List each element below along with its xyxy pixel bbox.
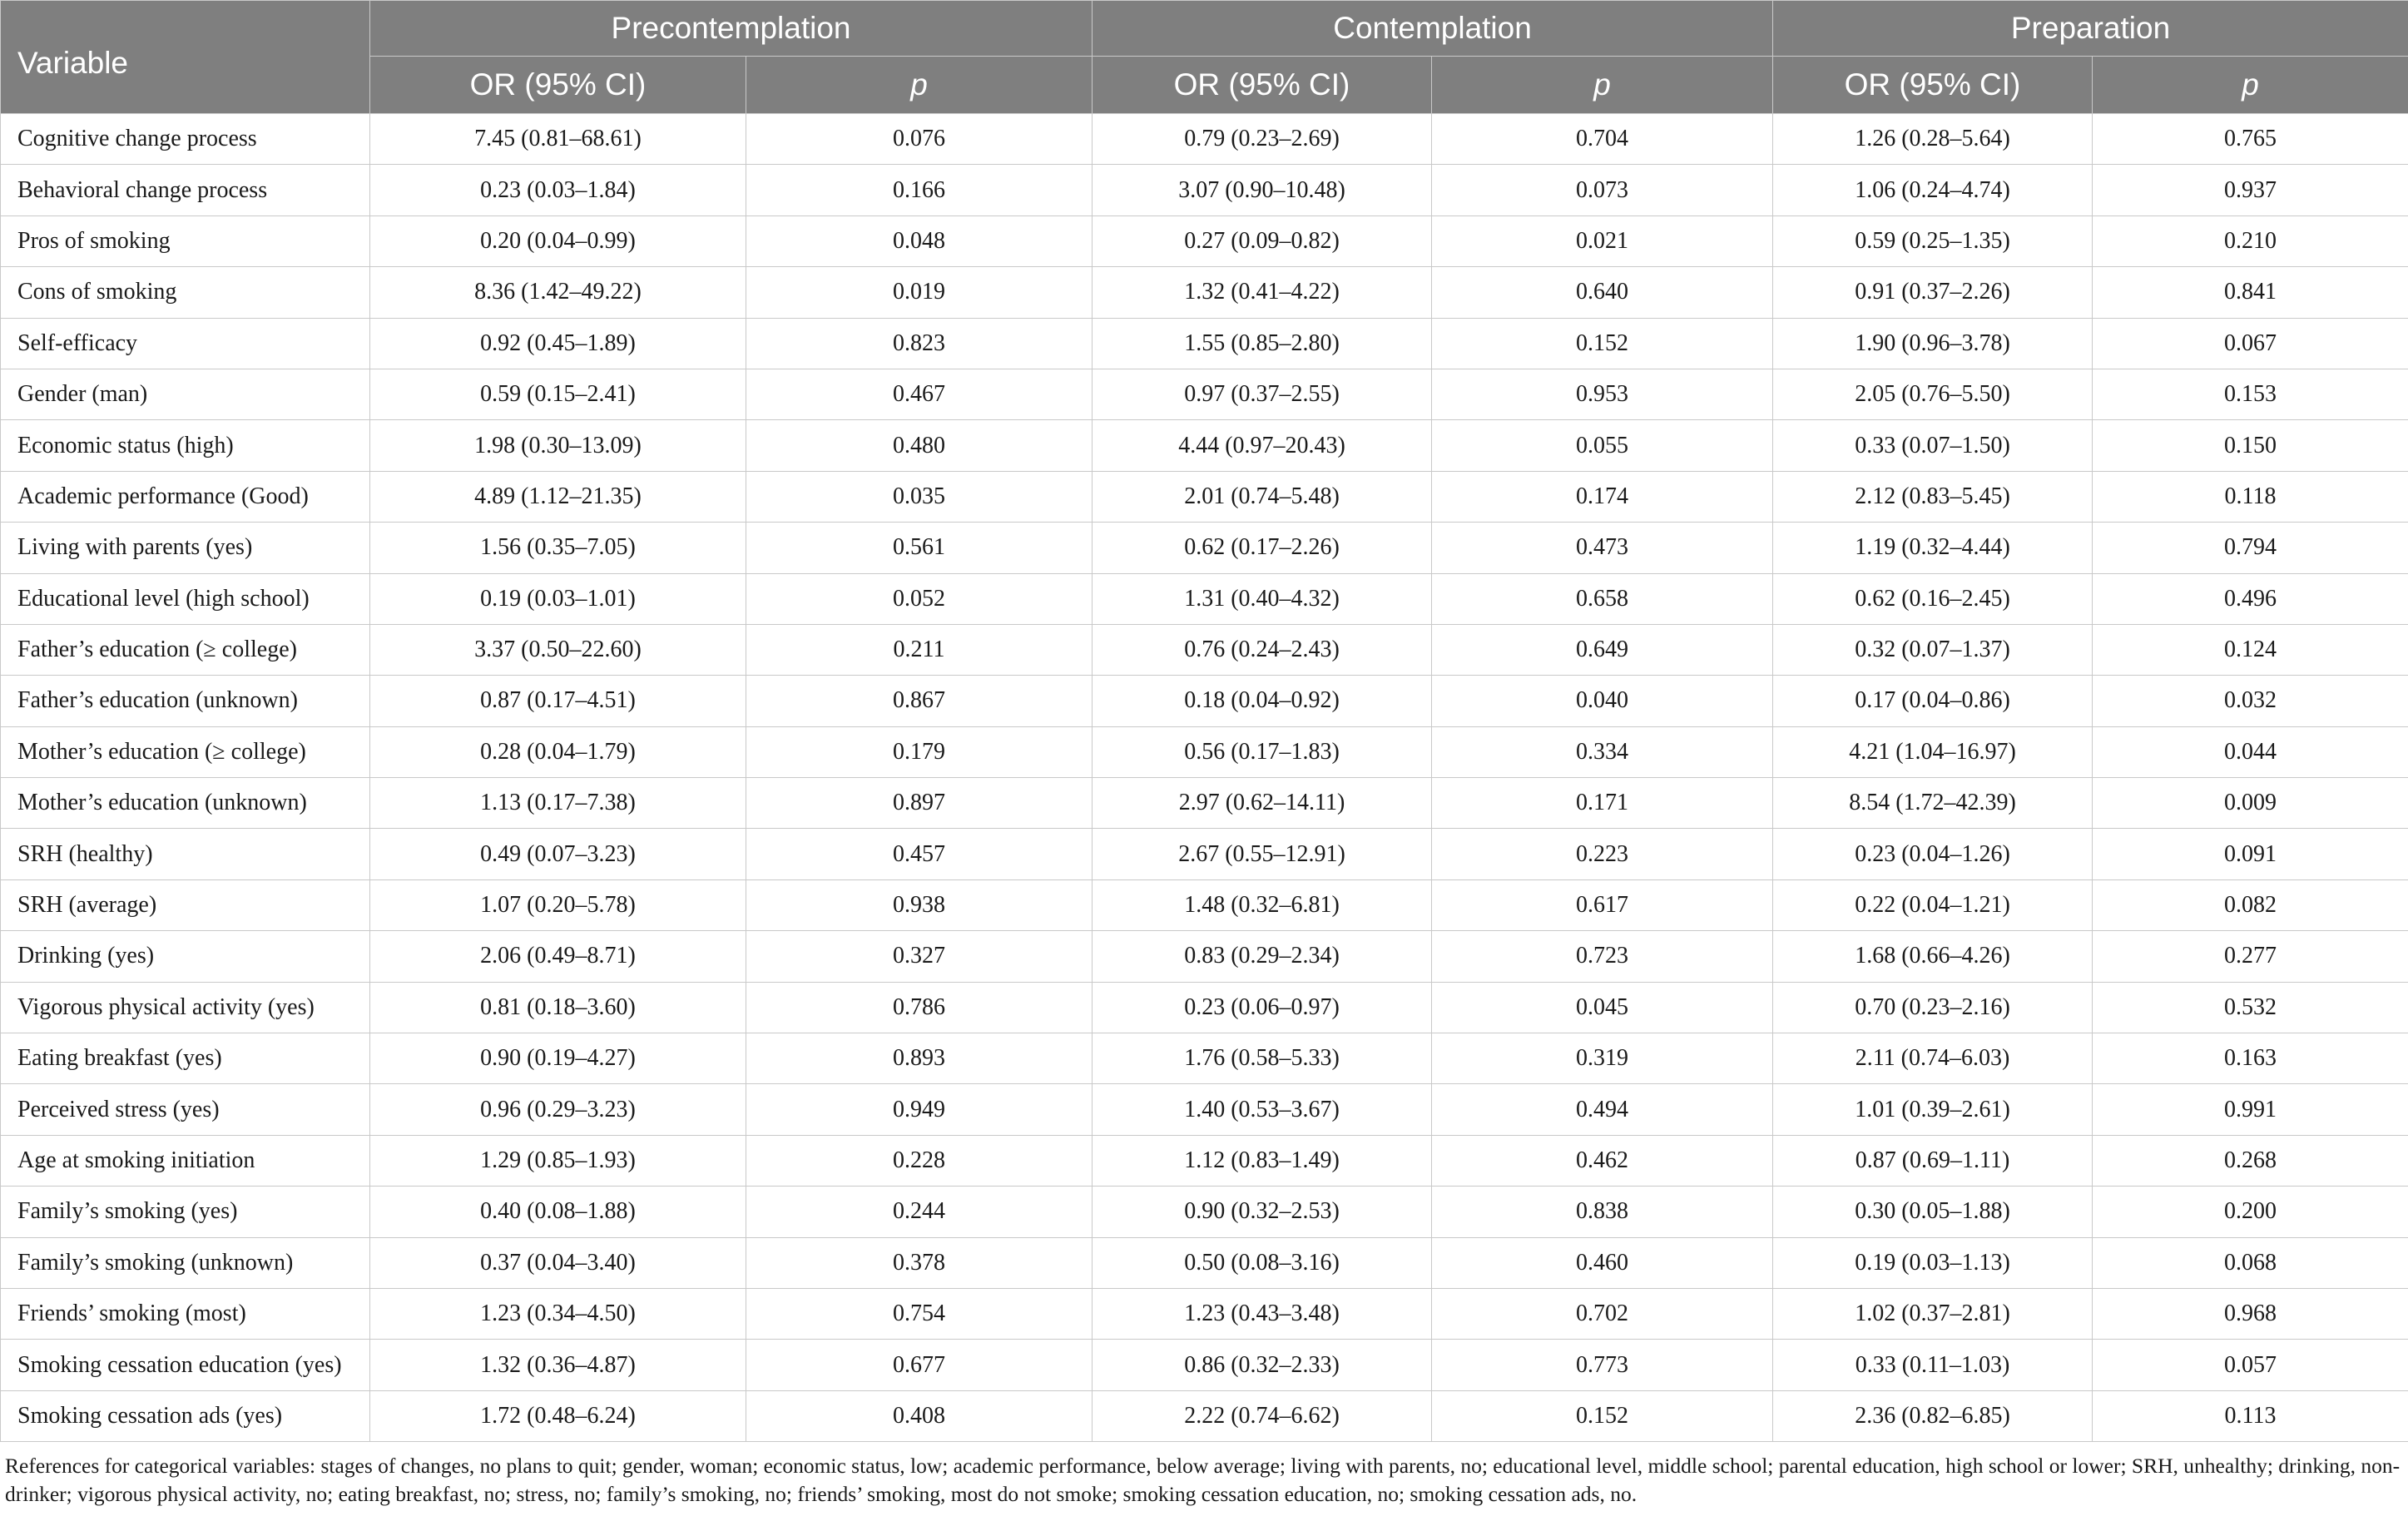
preparation-group-header: Preparation	[1773, 1, 2408, 57]
contemplation-p-cell: 0.334	[1432, 726, 1773, 777]
contemplation-or-cell: 0.83 (0.29–2.34)	[1093, 931, 1432, 982]
variable-cell: Gender (man)	[1, 369, 370, 419]
variable-cell: Living with parents (yes)	[1, 523, 370, 573]
precontemplation-or-cell: 1.29 (0.85–1.93)	[370, 1135, 746, 1186]
contemplation-or-cell: 1.23 (0.43–3.48)	[1093, 1288, 1432, 1339]
preparation-or-cell: 0.22 (0.04–1.21)	[1773, 879, 2093, 930]
contemplation-or-cell: 4.44 (0.97–20.43)	[1093, 420, 1432, 471]
precontemplation-or-cell: 4.89 (1.12–21.35)	[370, 471, 746, 522]
precontemplation-p-cell: 0.897	[746, 778, 1093, 829]
variable-cell: Perceived stress (yes)	[1, 1084, 370, 1135]
preparation-or-cell: 0.87 (0.69–1.11)	[1773, 1135, 2093, 1186]
contemplation-p-cell: 0.462	[1432, 1135, 1773, 1186]
contemplation-p-cell: 0.473	[1432, 523, 1773, 573]
contemplation-or-cell: 0.18 (0.04–0.92)	[1093, 676, 1432, 726]
preparation-or-cell: 0.33 (0.11–1.03)	[1773, 1340, 2093, 1390]
preparation-or-cell: 1.06 (0.24–4.74)	[1773, 165, 2093, 216]
preparation-p-header: p	[2093, 57, 2408, 114]
preparation-p-cell: 0.153	[2093, 369, 2408, 419]
precontemplation-or-cell: 0.23 (0.03–1.84)	[370, 165, 746, 216]
table-row	[1, 1187, 2408, 1237]
table-row	[1, 1340, 2408, 1390]
variable-cell: Age at smoking initiation	[1, 1135, 370, 1186]
preparation-p-cell: 0.118	[2093, 471, 2408, 522]
precontemplation-p-cell: 0.867	[746, 676, 1093, 726]
preparation-p-cell: 0.532	[2093, 982, 2408, 1033]
preparation-or-cell: 0.33 (0.07–1.50)	[1773, 420, 2093, 471]
contemplation-or-cell: 0.90 (0.32–2.53)	[1093, 1187, 1432, 1237]
preparation-or-cell: 0.17 (0.04–0.86)	[1773, 676, 2093, 726]
variable-cell: Educational level (high school)	[1, 573, 370, 624]
contemplation-p-cell: 0.040	[1432, 676, 1773, 726]
contemplation-p-cell: 0.021	[1432, 216, 1773, 266]
precontemplation-p-cell: 0.035	[746, 471, 1093, 522]
contemplation-p-cell: 0.045	[1432, 982, 1773, 1033]
contemplation-p-cell: 0.838	[1432, 1187, 1773, 1237]
preparation-or-header: OR (95% CI)	[1773, 57, 2093, 114]
contemplation-or-cell: 1.31 (0.40–4.32)	[1093, 573, 1432, 624]
precontemplation-or-cell: 3.37 (0.50–22.60)	[370, 624, 746, 675]
table-row	[1, 1390, 2408, 1441]
variable-cell: Academic performance (Good)	[1, 471, 370, 522]
precontemplation-or-cell: 0.90 (0.19–4.27)	[370, 1033, 746, 1084]
table-row	[1, 523, 2408, 573]
precontemplation-p-header: p	[746, 57, 1093, 114]
precontemplation-p-cell: 0.457	[746, 829, 1093, 879]
variable-cell: Mother’s education (unknown)	[1, 778, 370, 829]
contemplation-or-cell: 0.23 (0.06–0.97)	[1093, 982, 1432, 1033]
precontemplation-p-cell: 0.480	[746, 420, 1093, 471]
precontemplation-p-cell: 0.754	[746, 1288, 1093, 1339]
precontemplation-or-cell: 1.23 (0.34–4.50)	[370, 1288, 746, 1339]
preparation-p-cell: 0.067	[2093, 318, 2408, 369]
precontemplation-p-cell: 0.786	[746, 982, 1093, 1033]
preparation-p-cell: 0.765	[2093, 114, 2408, 165]
variable-cell: Smoking cessation ads (yes)	[1, 1390, 370, 1441]
precontemplation-p-cell: 0.467	[746, 369, 1093, 419]
preparation-p-cell: 0.032	[2093, 676, 2408, 726]
preparation-or-cell: 0.59 (0.25–1.35)	[1773, 216, 2093, 266]
precontemplation-p-cell: 0.408	[746, 1390, 1093, 1441]
contemplation-group-header: Contemplation	[1093, 1, 1773, 57]
preparation-p-cell: 0.496	[2093, 573, 2408, 624]
variable-cell: Self-efficacy	[1, 318, 370, 369]
precontemplation-p-cell: 0.019	[746, 267, 1093, 318]
precontemplation-p-cell: 0.179	[746, 726, 1093, 777]
preparation-or-cell: 0.91 (0.37–2.26)	[1773, 267, 2093, 318]
preparation-p-cell: 0.113	[2093, 1390, 2408, 1441]
preparation-or-cell: 0.70 (0.23–2.16)	[1773, 982, 2093, 1033]
precontemplation-p-cell: 0.244	[746, 1187, 1093, 1237]
table-row	[1, 1288, 2408, 1339]
precontemplation-or-cell: 0.37 (0.04–3.40)	[370, 1237, 746, 1288]
preparation-or-cell: 2.11 (0.74–6.03)	[1773, 1033, 2093, 1084]
table-row	[1, 1135, 2408, 1186]
precontemplation-p-cell: 0.949	[746, 1084, 1093, 1135]
variable-cell: Cognitive change process	[1, 114, 370, 165]
precontemplation-or-cell: 8.36 (1.42–49.22)	[370, 267, 746, 318]
table-row	[1, 982, 2408, 1033]
variable-cell: Friends’ smoking (most)	[1, 1288, 370, 1339]
contemplation-p-cell: 0.773	[1432, 1340, 1773, 1390]
precontemplation-p-cell: 0.938	[746, 879, 1093, 930]
precontemplation-or-cell: 0.96 (0.29–3.23)	[370, 1084, 746, 1135]
precontemplation-or-cell: 1.98 (0.30–13.09)	[370, 420, 746, 471]
contemplation-or-cell: 0.62 (0.17–2.26)	[1093, 523, 1432, 573]
table-row	[1, 471, 2408, 522]
table-row	[1, 420, 2408, 471]
precontemplation-or-cell: 0.92 (0.45–1.89)	[370, 318, 746, 369]
contemplation-or-cell: 0.50 (0.08–3.16)	[1093, 1237, 1432, 1288]
contemplation-or-cell: 0.79 (0.23–2.69)	[1093, 114, 1432, 165]
contemplation-p-cell: 0.319	[1432, 1033, 1773, 1084]
preparation-or-cell: 0.62 (0.16–2.45)	[1773, 573, 2093, 624]
contemplation-or-cell: 2.67 (0.55–12.91)	[1093, 829, 1432, 879]
contemplation-p-cell: 0.460	[1432, 1237, 1773, 1288]
precontemplation-or-cell: 2.06 (0.49–8.71)	[370, 931, 746, 982]
preparation-or-cell: 2.36 (0.82–6.85)	[1773, 1390, 2093, 1441]
precontemplation-p-cell: 0.228	[746, 1135, 1093, 1186]
variable-cell: SRH (healthy)	[1, 829, 370, 879]
contemplation-p-cell: 0.640	[1432, 267, 1773, 318]
contemplation-or-cell: 2.22 (0.74–6.62)	[1093, 1390, 1432, 1441]
table-row	[1, 1237, 2408, 1288]
variable-cell: Vigorous physical activity (yes)	[1, 982, 370, 1033]
preparation-p-cell: 0.991	[2093, 1084, 2408, 1135]
preparation-p-cell: 0.268	[2093, 1135, 2408, 1186]
precontemplation-or-cell: 1.07 (0.20–5.78)	[370, 879, 746, 930]
precontemplation-p-cell: 0.327	[746, 931, 1093, 982]
contemplation-p-cell: 0.073	[1432, 165, 1773, 216]
contemplation-or-cell: 1.76 (0.58–5.33)	[1093, 1033, 1432, 1084]
precontemplation-or-cell: 0.81 (0.18–3.60)	[370, 982, 746, 1033]
precontemplation-or-cell: 1.72 (0.48–6.24)	[370, 1390, 746, 1441]
contemplation-or-cell: 1.48 (0.32–6.81)	[1093, 879, 1432, 930]
precontemplation-p-cell: 0.677	[746, 1340, 1093, 1390]
preparation-or-cell: 1.68 (0.66–4.26)	[1773, 931, 2093, 982]
preparation-or-cell: 2.05 (0.76–5.50)	[1773, 369, 2093, 419]
table-row	[1, 1084, 2408, 1135]
preparation-p-cell: 0.009	[2093, 778, 2408, 829]
preparation-p-cell: 0.082	[2093, 879, 2408, 930]
precontemplation-or-cell: 0.59 (0.15–2.41)	[370, 369, 746, 419]
variable-cell: Drinking (yes)	[1, 931, 370, 982]
variable-column-header: Variable	[1, 1, 370, 114]
variable-cell: Family’s smoking (unknown)	[1, 1237, 370, 1288]
precontemplation-or-cell: 0.28 (0.04–1.79)	[370, 726, 746, 777]
contemplation-or-cell: 3.07 (0.90–10.48)	[1093, 165, 1432, 216]
table-row	[1, 778, 2408, 829]
contemplation-or-cell: 1.55 (0.85–2.80)	[1093, 318, 1432, 369]
preparation-or-cell: 2.12 (0.83–5.45)	[1773, 471, 2093, 522]
precontemplation-p-cell: 0.052	[746, 573, 1093, 624]
contemplation-p-header: p	[1432, 57, 1773, 114]
variable-cell: Economic status (high)	[1, 420, 370, 471]
preparation-or-cell: 0.32 (0.07–1.37)	[1773, 624, 2093, 675]
contemplation-p-cell: 0.953	[1432, 369, 1773, 419]
preparation-p-cell: 0.210	[2093, 216, 2408, 266]
contemplation-or-cell: 0.86 (0.32–2.33)	[1093, 1340, 1432, 1390]
preparation-or-cell: 0.30 (0.05–1.88)	[1773, 1187, 2093, 1237]
variable-cell: Pros of smoking	[1, 216, 370, 266]
contemplation-or-cell: 0.27 (0.09–0.82)	[1093, 216, 1432, 266]
preparation-or-cell: 4.21 (1.04–16.97)	[1773, 726, 2093, 777]
variable-cell: Cons of smoking	[1, 267, 370, 318]
contemplation-p-cell: 0.223	[1432, 829, 1773, 879]
table-row	[1, 318, 2408, 369]
preparation-or-cell: 0.23 (0.04–1.26)	[1773, 829, 2093, 879]
precontemplation-p-cell: 0.893	[746, 1033, 1093, 1084]
preparation-or-cell: 1.26 (0.28–5.64)	[1773, 114, 2093, 165]
table-row	[1, 114, 2408, 165]
preparation-p-cell: 0.277	[2093, 931, 2408, 982]
contemplation-p-cell: 0.174	[1432, 471, 1773, 522]
preparation-p-cell: 0.968	[2093, 1288, 2408, 1339]
precontemplation-or-cell: 0.87 (0.17–4.51)	[370, 676, 746, 726]
table-row	[1, 165, 2408, 216]
preparation-p-cell: 0.841	[2093, 267, 2408, 318]
precontemplation-p-cell: 0.561	[746, 523, 1093, 573]
contemplation-p-cell: 0.658	[1432, 573, 1773, 624]
table-row	[1, 931, 2408, 982]
contemplation-p-cell: 0.617	[1432, 879, 1773, 930]
preparation-p-cell: 0.124	[2093, 624, 2408, 675]
precontemplation-or-cell: 0.19 (0.03–1.01)	[370, 573, 746, 624]
precontemplation-or-cell: 1.56 (0.35–7.05)	[370, 523, 746, 573]
contemplation-p-cell: 0.494	[1432, 1084, 1773, 1135]
contemplation-p-cell: 0.723	[1432, 931, 1773, 982]
variable-cell: Eating breakfast (yes)	[1, 1033, 370, 1084]
precontemplation-p-cell: 0.823	[746, 318, 1093, 369]
contemplation-p-cell: 0.649	[1432, 624, 1773, 675]
table-body	[1, 114, 2408, 1442]
preparation-or-cell: 1.02 (0.37–2.81)	[1773, 1288, 2093, 1339]
preparation-p-cell: 0.200	[2093, 1187, 2408, 1237]
table-footnote: References for categorical variables: stages of changes, no plans to quit; gender, woman; economic status, low; academic performance, below average; living with parents, no; educational level, middle school; parental education, high school or lower; SRH, unhealthy; drinking, non-drinker; vigorous physical activity, no; eating breakfast, no; stress, no; family’s smoking, no; friends’ smoking, most do not smoke; smoking cessation education, no; smoking cessation ads, no.	[5, 1454, 2401, 1507]
table-row	[1, 1033, 2408, 1084]
contemplation-or-cell: 2.97 (0.62–14.11)	[1093, 778, 1432, 829]
preparation-p-cell: 0.068	[2093, 1237, 2408, 1288]
contemplation-or-cell: 2.01 (0.74–5.48)	[1093, 471, 1432, 522]
contemplation-p-cell: 0.152	[1432, 318, 1773, 369]
preparation-p-cell: 0.163	[2093, 1033, 2408, 1084]
table-row	[1, 369, 2408, 419]
precontemplation-or-cell: 1.13 (0.17–7.38)	[370, 778, 746, 829]
variable-cell: Father’s education (unknown)	[1, 676, 370, 726]
contemplation-or-header: OR (95% CI)	[1093, 57, 1432, 114]
preparation-or-cell: 0.19 (0.03–1.13)	[1773, 1237, 2093, 1288]
contemplation-p-cell: 0.055	[1432, 420, 1773, 471]
precontemplation-p-cell: 0.048	[746, 216, 1093, 266]
preparation-p-cell: 0.091	[2093, 829, 2408, 879]
table-row	[1, 829, 2408, 879]
variable-cell: Behavioral change process	[1, 165, 370, 216]
precontemplation-or-cell: 0.20 (0.04–0.99)	[370, 216, 746, 266]
contemplation-p-cell: 0.152	[1432, 1390, 1773, 1441]
precontemplation-p-cell: 0.076	[746, 114, 1093, 165]
preparation-or-cell: 1.01 (0.39–2.61)	[1773, 1084, 2093, 1135]
contemplation-or-cell: 0.76 (0.24–2.43)	[1093, 624, 1432, 675]
table-row	[1, 676, 2408, 726]
table-row	[1, 879, 2408, 930]
preparation-or-cell: 1.19 (0.32–4.44)	[1773, 523, 2093, 573]
table-row	[1, 267, 2408, 318]
preparation-p-cell: 0.937	[2093, 165, 2408, 216]
contemplation-p-cell: 0.702	[1432, 1288, 1773, 1339]
variable-cell: Family’s smoking (yes)	[1, 1187, 370, 1237]
contemplation-p-cell: 0.704	[1432, 114, 1773, 165]
table-header	[1, 1, 2408, 114]
contemplation-p-cell: 0.171	[1432, 778, 1773, 829]
table-row	[1, 726, 2408, 777]
variable-cell: Smoking cessation education (yes)	[1, 1340, 370, 1390]
preparation-p-cell: 0.794	[2093, 523, 2408, 573]
precontemplation-p-cell: 0.211	[746, 624, 1093, 675]
precontemplation-or-cell: 0.49 (0.07–3.23)	[370, 829, 746, 879]
table-row	[1, 573, 2408, 624]
precontemplation-group-header: Precontemplation	[370, 1, 1093, 57]
contemplation-or-cell: 1.12 (0.83–1.49)	[1093, 1135, 1432, 1186]
precontemplation-or-cell: 7.45 (0.81–68.61)	[370, 114, 746, 165]
precontemplation-or-cell: 0.40 (0.08–1.88)	[370, 1187, 746, 1237]
precontemplation-or-header: OR (95% CI)	[370, 57, 746, 114]
table-row	[1, 216, 2408, 266]
contemplation-or-cell: 0.56 (0.17–1.83)	[1093, 726, 1432, 777]
variable-cell: Mother’s education (≥ college)	[1, 726, 370, 777]
precontemplation-p-cell: 0.166	[746, 165, 1093, 216]
table-row	[1, 624, 2408, 675]
preparation-p-cell: 0.044	[2093, 726, 2408, 777]
contemplation-or-cell: 1.40 (0.53–3.67)	[1093, 1084, 1432, 1135]
precontemplation-or-cell: 1.32 (0.36–4.87)	[370, 1340, 746, 1390]
variable-cell: SRH (average)	[1, 879, 370, 930]
preparation-p-cell: 0.150	[2093, 420, 2408, 471]
preparation-or-cell: 1.90 (0.96–3.78)	[1773, 318, 2093, 369]
contemplation-or-cell: 1.32 (0.41–4.22)	[1093, 267, 1432, 318]
preparation-p-cell: 0.057	[2093, 1340, 2408, 1390]
precontemplation-p-cell: 0.378	[746, 1237, 1093, 1288]
contemplation-or-cell: 0.97 (0.37–2.55)	[1093, 369, 1432, 419]
variable-cell: Father’s education (≥ college)	[1, 624, 370, 675]
preparation-or-cell: 8.54 (1.72–42.39)	[1773, 778, 2093, 829]
